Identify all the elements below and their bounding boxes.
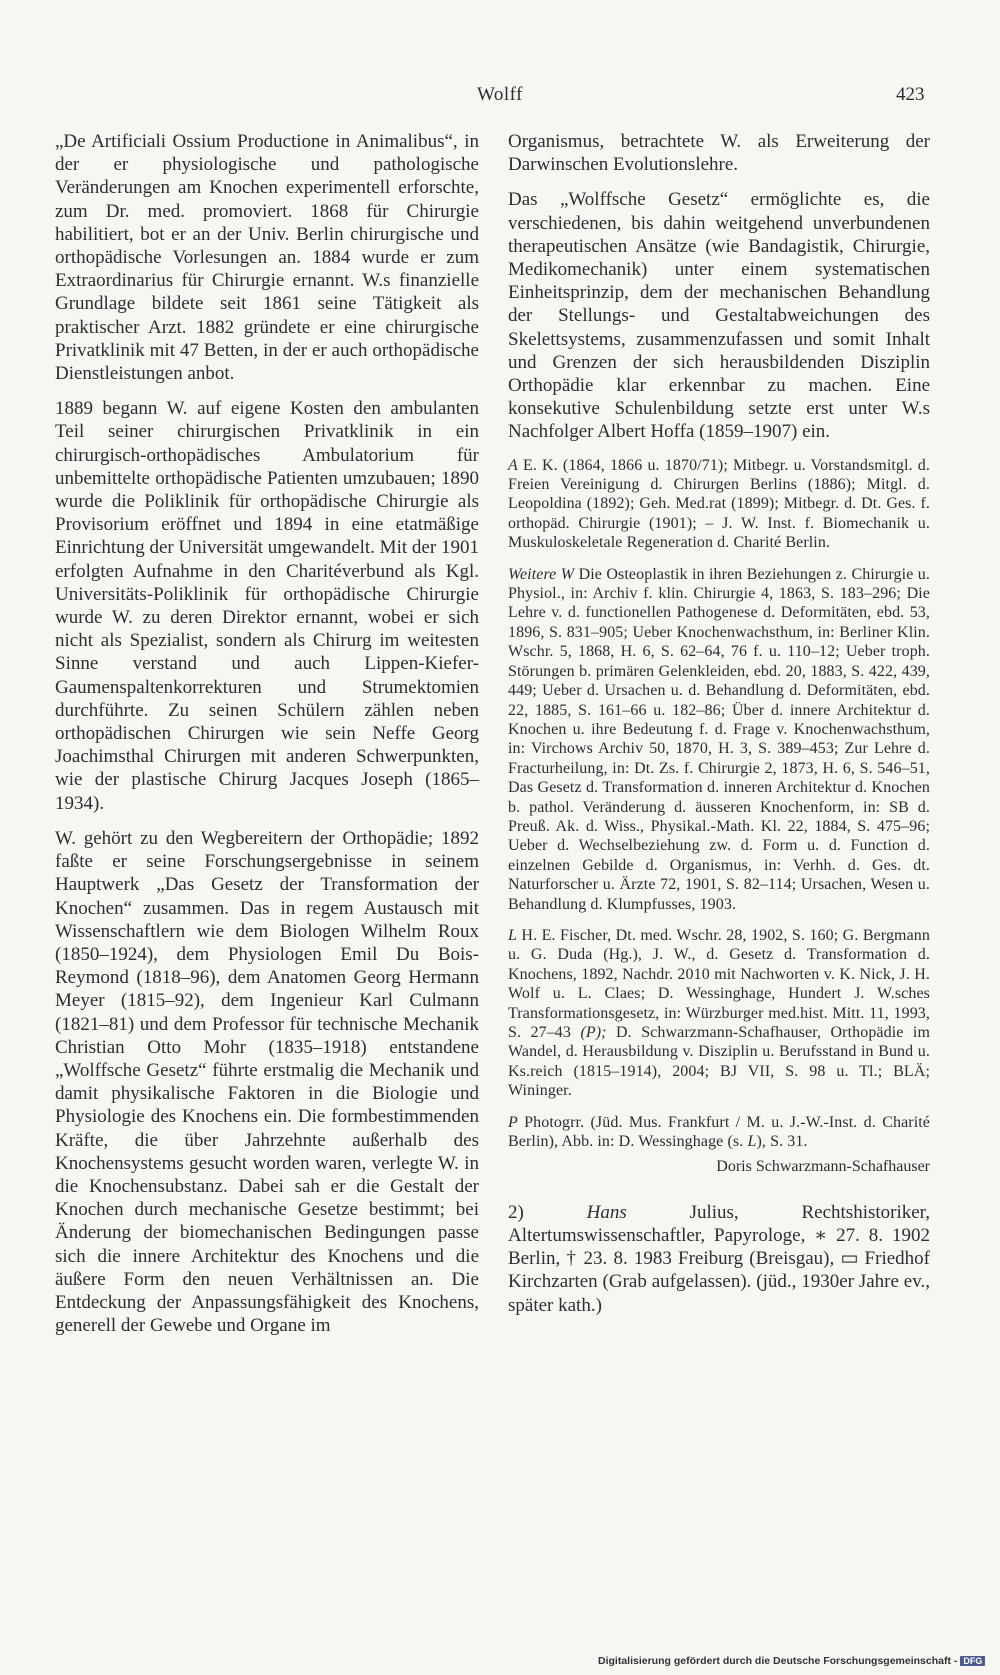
entry-given-name: Hans: [586, 1201, 627, 1223]
paragraph: 1889 begann W. auf eigene Kosten den ambulanten Teil seiner chirurgischen Privatklinik in ein chirurgisch-orthopädisches Ambulatorium für unbemittelte orthopädische Patienten umzubauen; 1890 wurde die Poliklinik für orthopädische Chirurgie als Provisorium eröffnet und 1894 in eine etatmäßige Einrichtung der Universität umgewandelt. Mit der 1901 erfolgten Aufnahme in den Charitéverbund als Kgl. Universitäts-Poliklinik für orthopädische Chirurgie wurde W. zu deren Direktor ernannt, wobei er sich nicht als Spezialist, sondern als Chirurg im weitesten Sinne verstand und auch Lippen-Kiefer-Gaumenspaltenkorrekturen und Strumektomien durchführte. Zu seinen Schülern zählen neben orthopädischen Chirurgen wie sein Neffe Georg Joachimsthal Chirurgen mit anderen Schwerpunkten, wie der plastische Chirurg Jacques Joseph (1865–1934).: [55, 398, 479, 814]
literature-section: [508, 926, 930, 1101]
paragraph: W. gehört zu den Wegbereitern der Orthopädie; 1892 faßte er seine Forschungsergebnisse in seinem Hauptwerk „Das Gesetz der Transformation der Knochen“ zusammen. Das in regem Austausch mit Wissenschaftlern wie dem Biologen Wilhelm Roux (1850–1924), dem Physiologen Emil Du Bois-Reymond (1818–96), dem Anatomen Georg Hermann Meyer (1815–92), dem Ingenieur Karl Culmann (1821–81) und dem Professor für technische Mechanik Christian Otto Mohr (1835–1918) entstandene „Wolffsche Gesetz“ führte erstmalig die Mechanik und damit physikalische Faktoren in die Biologie und Physiologie des Knochens ein. Die formbestimmenden Kräfte, die über Jahrzehnte außerhalb des Knochensystems gesucht worden waren, verlegte W. in die Knochensubstanz. Dabei sah er die Gestalt der Knochen durch mechanische Gesetze bestimmt; bei Änderung der biomechanischen Bedingungen passe sich die innere Architektur des Knochens und die äußere Form den neuen Verhältnissen an. Die Entdeckung der Anpassungsfähigkeit des Knochens, generell der Gewebe und Organe im: [55, 827, 479, 1337]
author-signature: Doris Schwarzmann-Schafhauser: [716, 1158, 930, 1176]
dfg-logo-icon: DFG: [960, 1656, 985, 1666]
right-column: [508, 130, 930, 1329]
portraits-text: Photogrr. (Jüd. Mus. Frankfurt / M. u. J.-W.-Inst. d. Charité Berlin), Abb. in: D. Wessinghage (s.: [508, 1113, 930, 1151]
portraits-text-cont: ), S. 31.: [756, 1133, 808, 1151]
footer-credit: [598, 1655, 985, 1667]
footer-text: Digitalisierung gefördert durch die Deutsche Forschungsgemeinschaft -: [598, 1655, 958, 1667]
literature-label: L: [508, 926, 517, 944]
awards-text: E. K. (1864, 1866 u. 1870/71); Mitbegr. u. Vorstandsmitgl. d. Freien Vereinigung d. Chirurgen Berlins (1886); Mitgl. d. Leopoldina (1892); Geh. Med.rat (1899); Mitbegr. d. Dt. Ges. f. orthopäd. Chirurgie (1901); – J. W. Inst. f. Biomechanik u. Muskuloskeletale Regeneration d. Charité Berlin.: [508, 456, 930, 552]
portraits-section: [508, 1113, 930, 1152]
entry-text: Julius, Rechtshistoriker, Altertumswissenschaftler, Papyrologe, ∗ 27. 8. 1902 Berlin, † 23. 8. 1983 Freiburg (Breisgau), ▭ Friedhof Kirchzarten (Grab aufgelassen). (jüd., 1930er Jahre ev., später kath.): [508, 1201, 930, 1316]
running-head-title: Wolff: [476, 84, 523, 105]
paragraph: Das „Wolffsche Gesetz“ ermöglichte es, die verschiedenen, bis dahin weitgehend unverbundenen therapeutischen Ansätze (wie Bandagistik, Chirurgie, Medikomechanik) unter einem systematischen Einheitsprinzip, dem der mechanischen Behandlung der Stellungs- und Gestaltabweichungen des Skelettsystems, zusammenzufassen und somit Inhalt und Grenzen der sich herausbildenden Disziplin Orthopädie klar erkennbar zu machen. Eine konsekutive Schulenbildung setzte erst unter W.s Nachfolger Albert Hoffa (1859–1907) ein.: [508, 189, 930, 443]
page-number: 423: [896, 84, 925, 105]
left-column: [55, 130, 479, 1349]
awards-section: [508, 456, 930, 553]
works-text: Die Osteoplastik in ihren Beziehungen z. Chirurgie u. Physiol., in: Archiv f. klin. Chirurgie 4, 1863, S. 183–296; Die Lehre v. d. functionellen Pathogenese d. Deformitäten, ebd. 53, 1896, S. 831–905; Ueber Knochenwachsthum, in: Berliner Klin. Wschr. 5, 1868, H. 6, S. 62–64, 76 f. u. 110–12; Ueber troph. Störungen b. primären Gelenkleiden, ebd. 20, 1883, S. 422, 439, 449; Ueber d. Ursachen u. d. Behandlung d. Deformitäten, ebd. 22, 1885, S. 161–66 u. 182–86; Über d. innere Architektur d. Knochen u. ihre Bedeutung f. d. Frage v. Knochenwachsthum, in: Virchows Archiv 50, 1870, H. 3, S. 389–453; Zur Lehre d. Fracturheilung, in: Dt. Zs. f. Chirurgie 2, 1873, H. 6, S. 546–51, Das Gesetz d. Transformation d. inneren Architektur d. Knochen b. pathol. Veränderung d. äusseren Knochenform, in: SB d. Preuß. Ak. d. Wiss., Physikal.-Math. Kl. 22, 1884, S. 475–96; Ueber d. Wechselbeziehung zw. d. Form u. d. Function d. einzelnen Gebilde d. Organismus, in: Verhh. d. Ges. dt. Naturforscher u. Ärzte 72, 1901, S. 82–114; Ursachen, Wesen u. Behandlung d. Klumpfusses, 1903.: [508, 565, 930, 913]
works-label: Weitere W: [508, 565, 575, 583]
awards-label: A: [508, 456, 518, 474]
works-section: [508, 565, 930, 914]
portraits-label: P: [508, 1113, 518, 1131]
literature-text: H. E. Fischer, Dt. med. Wschr. 28, 1902, S. 160; G. Bergmann u. G. Duda (Hg.), J. W., d. Gesetz d. Transformation d. Knochens, 1892, Nachdr. 2010 mit Nachworten v. K. Nick, J. H. Wolf u. L. Claes; D. Wessinghage, Hundert J. W.sches Transformationsgesetz, in: Würzburger med.hist. Mitt. 11, 1993, S. 27–43: [508, 926, 930, 1042]
paragraph: „De Artificiali Ossium Productione in Animalibus“, in der er physiologische und pathologische Veränderungen am Knochen experimentell erforschte, zum Dr. med. promoviert. 1868 für Chirurgie habilitiert, bot er an der Univ. Berlin chirurgische und orthopädische Vorlesungen an. 1884 wurde er zum Extraordinarius für Chirurgie ernannt. W.s finanzielle Grundlage bildete seit 1861 seine Tätigkeit als praktischer Arzt. 1882 gründete er eine chirurgische Privatklinik mit 47 Betten, in der er auch orthopädische Dienstleistungen anbot.: [55, 131, 479, 385]
portraits-ref: L: [747, 1133, 757, 1151]
portrait-mark: (P);: [580, 1024, 607, 1042]
literature-text-cont: D. Schwarzmann-Schafhauser, Orthopädie im Wandel, d. Herausbildung v. Disziplin u. Berufsstand in Bund u. Ks.reich (1815–1914), 2004; BJ VII, S. 98 u. Tl.; BLÄ; Wininger.: [508, 1024, 930, 1100]
entry-hans-julius: [508, 1201, 930, 1317]
entry-number: 2): [508, 1201, 587, 1223]
paragraph: Organismus, betrachtete W. als Erweiterung der Darwinschen Evolutionslehre.: [508, 131, 930, 176]
